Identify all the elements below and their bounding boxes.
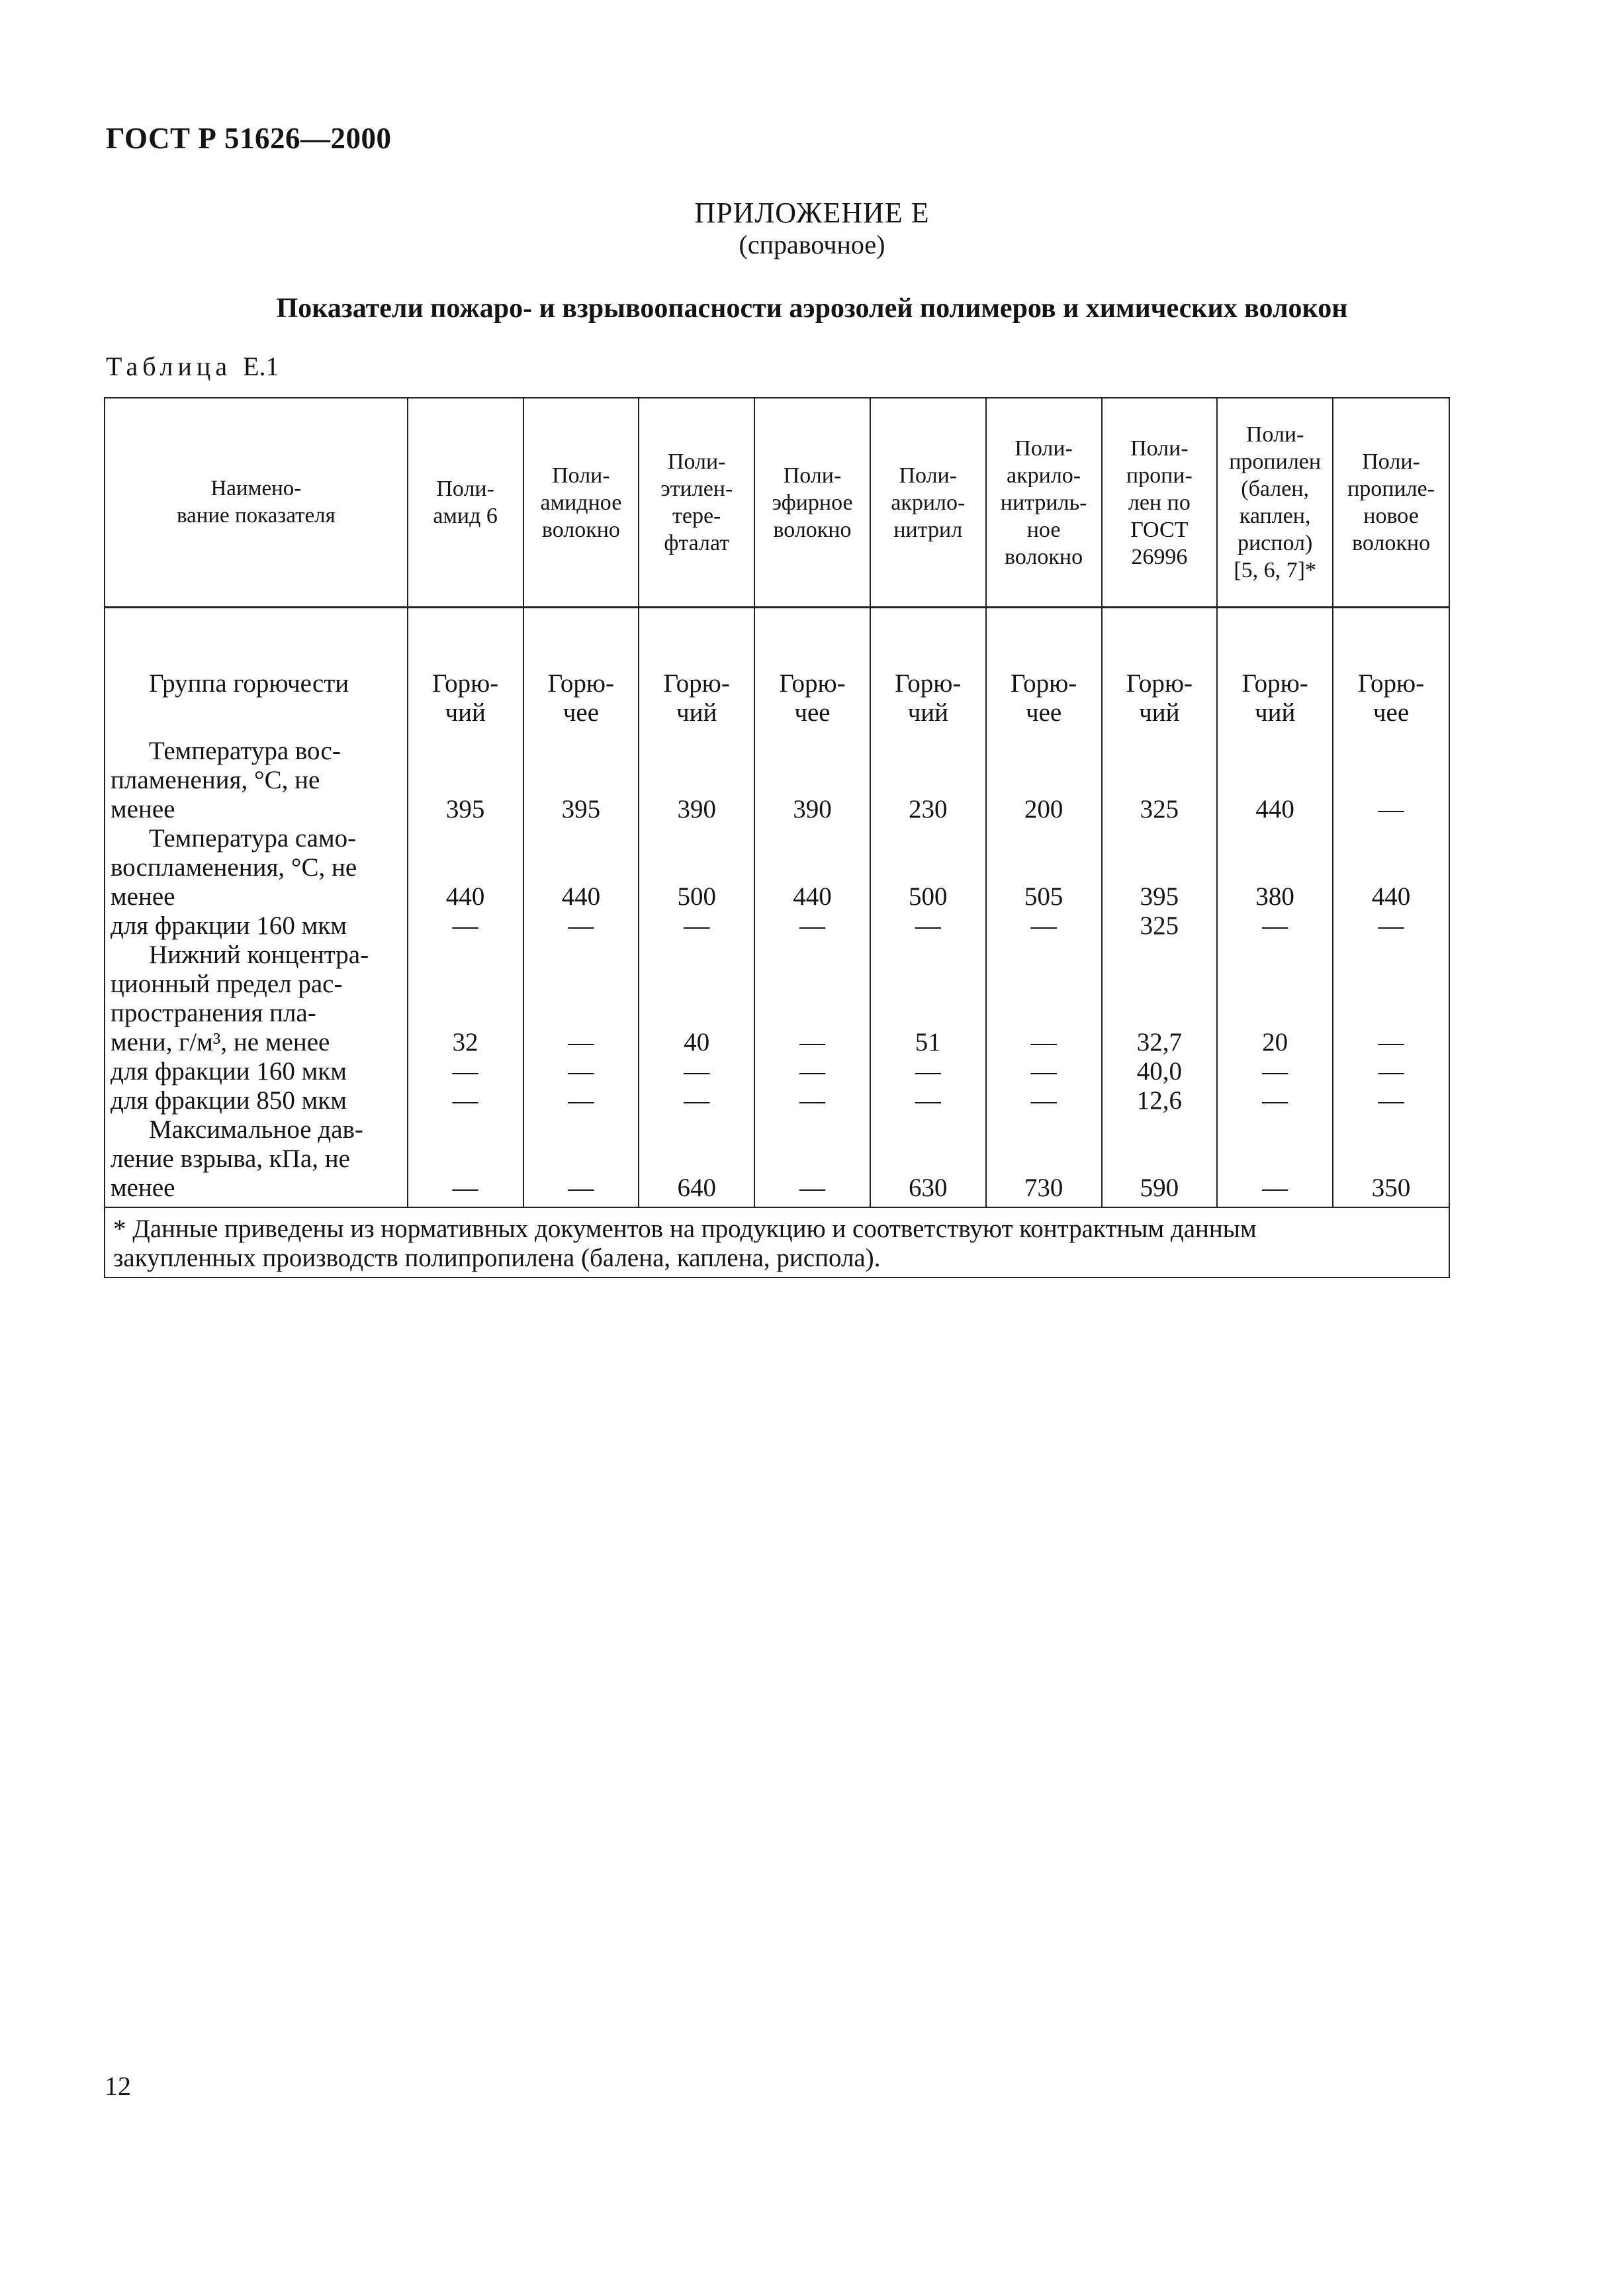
value-line: 325	[1140, 795, 1179, 823]
value-line: —	[452, 1174, 478, 1202]
value-line: —	[799, 1028, 825, 1056]
spacer	[639, 1115, 754, 1144]
value-cell	[986, 608, 1102, 737]
value-line: —	[452, 911, 478, 940]
spacer	[1218, 737, 1332, 766]
value-line: Горю-	[663, 669, 730, 698]
data-table	[104, 397, 1450, 1278]
value-line: 590	[1140, 1174, 1179, 1202]
spacer	[639, 737, 754, 766]
value-line: чее	[794, 698, 831, 727]
spacer	[1103, 1115, 1217, 1144]
spacer	[639, 941, 754, 970]
document-title: Показатели пожаро- и взрывоопасности аэрозолей полимеров и химических волокон	[276, 293, 1348, 324]
spacer	[755, 1144, 870, 1174]
value-cell	[1333, 608, 1449, 737]
spacer	[871, 824, 985, 853]
value-line: 440	[561, 882, 601, 911]
column-header-line: Поли-	[1130, 436, 1189, 461]
spacer	[1333, 941, 1449, 970]
column-header	[986, 398, 1102, 608]
spacer	[408, 999, 523, 1028]
spacer	[639, 999, 754, 1028]
appendix-subtitle: (справочное)	[739, 230, 885, 259]
spacer	[871, 1115, 985, 1144]
value-line: —	[1030, 1028, 1057, 1056]
value-cell	[1333, 1115, 1449, 1207]
spacer	[408, 766, 523, 795]
value-cell	[986, 941, 1102, 1115]
value-cell	[1102, 824, 1218, 941]
value-line: чий	[676, 698, 717, 727]
row-label-line: для фракции 850 мкм	[111, 1086, 347, 1115]
table-row	[105, 941, 1449, 1115]
value-line: Горю-	[895, 669, 962, 698]
spacer	[639, 970, 754, 999]
spacer	[1103, 999, 1217, 1028]
spacer	[639, 1144, 754, 1174]
spacer	[524, 766, 639, 795]
value-line: 395	[1140, 882, 1179, 911]
column-header-line: волокно	[541, 517, 620, 542]
value-cell	[408, 737, 523, 824]
column-header-line: тере-	[672, 504, 721, 528]
spacer	[871, 853, 985, 882]
row-label	[105, 737, 408, 824]
spacer	[1333, 999, 1449, 1028]
value-cell	[408, 1115, 523, 1207]
column-header-line: новое	[1363, 504, 1419, 528]
spacer	[639, 853, 754, 882]
row-label	[105, 608, 408, 737]
value-cell	[1333, 824, 1449, 941]
value-line: 390	[793, 795, 832, 823]
row-label-line: Группа горючести	[149, 669, 349, 698]
spacer	[524, 1115, 639, 1144]
value-line: 20	[1262, 1028, 1288, 1056]
value-cell	[1217, 737, 1333, 824]
row-label	[105, 1115, 408, 1207]
value-line: 51	[915, 1028, 941, 1056]
table-footer	[105, 1207, 1449, 1278]
column-header-line: Поли-	[552, 463, 610, 488]
spacer	[987, 766, 1101, 795]
value-line: чий	[1139, 698, 1180, 727]
value-line: 380	[1255, 882, 1294, 911]
value-cell	[870, 608, 986, 737]
table-label-word: Таблица	[106, 351, 232, 381]
row-label-line: для фракции 160 мкм	[111, 911, 347, 940]
value-line: —	[1378, 1086, 1404, 1115]
value-cell	[639, 941, 754, 1115]
spacer	[755, 999, 870, 1028]
value-line: 440	[1371, 882, 1411, 911]
spacer	[1333, 970, 1449, 999]
value-line: 40,0	[1136, 1057, 1182, 1086]
footnote-line: * Данные приведены из нормативных документов на продукцию и соответствуют контрактным данным	[113, 1215, 1257, 1243]
spacer	[408, 1115, 523, 1144]
value-line: Горю-	[779, 669, 846, 698]
value-line: чее	[563, 698, 600, 727]
column-header-line: волокно	[1352, 531, 1431, 555]
value-line: 630	[909, 1174, 948, 1202]
spacer	[524, 737, 639, 766]
value-line: 395	[561, 795, 601, 823]
spacer	[987, 1115, 1101, 1144]
value-cell	[639, 1115, 754, 1207]
footnote-row	[105, 1207, 1449, 1278]
value-line: чий	[907, 698, 948, 727]
spacer	[524, 1144, 639, 1174]
spacer	[987, 853, 1101, 882]
spacer	[755, 824, 870, 853]
spacer	[755, 941, 870, 970]
table-body	[105, 608, 1449, 1208]
column-header-line: этилен-	[660, 477, 733, 501]
column-header	[1333, 398, 1449, 608]
column-header-line: (бален,	[1241, 477, 1310, 501]
spacer	[1103, 941, 1217, 970]
value-line: Горю-	[1126, 669, 1193, 698]
column-header-line: амид 6	[433, 504, 498, 528]
value-line: —	[568, 1174, 594, 1202]
table-label	[106, 351, 279, 382]
value-cell	[523, 824, 639, 941]
value-line: —	[799, 1086, 825, 1115]
spacer	[1103, 737, 1217, 766]
spacer	[524, 824, 639, 853]
row-label-line: Температура само-	[149, 824, 357, 853]
spacer	[755, 737, 870, 766]
value-cell	[986, 737, 1102, 824]
value-line: —	[1030, 1057, 1057, 1086]
spacer	[408, 1144, 523, 1174]
footnote	[105, 1207, 1449, 1278]
spacer	[871, 941, 985, 970]
value-cell	[523, 608, 639, 737]
column-header-line: Поли-	[1245, 422, 1304, 447]
column-header	[408, 398, 523, 608]
spacer	[524, 941, 639, 970]
value-cell	[523, 941, 639, 1115]
row-label-line: менее	[111, 882, 175, 911]
column-header-line: лен по	[1128, 490, 1191, 515]
spacer	[871, 1144, 985, 1174]
value-cell	[754, 737, 870, 824]
value-line: чее	[1373, 698, 1410, 727]
value-cell	[1102, 608, 1218, 737]
value-line: Горю-	[432, 669, 499, 698]
appendix-title: ПРИЛОЖЕНИЕ Е	[694, 197, 930, 229]
row-label-line: пространения пла-	[111, 999, 316, 1027]
value-line: —	[799, 1057, 825, 1086]
spacer	[1103, 824, 1217, 853]
spacer	[987, 970, 1101, 999]
column-header-line: волокно	[773, 517, 852, 542]
spacer	[1103, 970, 1217, 999]
column-header-line: [5, 6, 7]*	[1234, 558, 1316, 582]
standard-code: ГОСТ Р 51626—2000	[106, 122, 392, 155]
value-line: —	[1378, 795, 1404, 823]
value-line: —	[1378, 1028, 1404, 1056]
value-line: чее	[1025, 698, 1062, 727]
value-line: Горю-	[1357, 669, 1425, 698]
column-header	[754, 398, 870, 608]
spacer	[755, 970, 870, 999]
value-cell	[870, 941, 986, 1115]
value-line: —	[1262, 911, 1288, 940]
row-label	[105, 941, 408, 1115]
row-label-line: Нижний концентра-	[149, 941, 369, 969]
value-line: 12,6	[1136, 1086, 1182, 1115]
value-cell	[1102, 941, 1218, 1115]
value-cell	[1333, 941, 1449, 1115]
column-header-line: Наимено-	[210, 477, 302, 500]
spacer	[639, 766, 754, 795]
spacer	[408, 824, 523, 853]
spacer	[1218, 1115, 1332, 1144]
value-line: —	[799, 1174, 825, 1202]
value-line: 440	[445, 882, 485, 911]
row-label-line: воспламенения, °С, не	[111, 853, 357, 882]
spacer	[1103, 853, 1217, 882]
value-cell	[408, 608, 523, 737]
spacer	[408, 941, 523, 970]
value-cell	[408, 941, 523, 1115]
value-line: 640	[677, 1174, 716, 1202]
spacer	[755, 1115, 870, 1144]
column-header-line: волокно	[1005, 544, 1083, 569]
value-line: —	[915, 911, 941, 940]
column-header-line: нитриль-	[1000, 490, 1087, 515]
value-line: —	[1030, 1086, 1057, 1115]
spacer	[524, 970, 639, 999]
table-row	[105, 608, 1449, 737]
row-label-line: Максимальное дав-	[149, 1115, 363, 1144]
spacer	[1103, 766, 1217, 795]
spacer	[524, 853, 639, 882]
spacer	[1218, 824, 1332, 853]
spacer	[871, 970, 985, 999]
column-header	[639, 398, 754, 608]
value-cell	[523, 737, 639, 824]
value-line: 325	[1140, 911, 1179, 940]
spacer	[1333, 824, 1449, 853]
row-label-line: менее	[111, 1174, 175, 1202]
value-cell	[754, 941, 870, 1115]
value-line: 350	[1371, 1174, 1411, 1202]
spacer	[639, 824, 754, 853]
value-cell	[639, 608, 754, 737]
value-line: 32,7	[1136, 1028, 1182, 1056]
row-label-line: ление взрыва, кПа, не	[111, 1144, 350, 1173]
row-label-line: ционный предел рас-	[111, 970, 343, 998]
value-line: —	[568, 911, 594, 940]
column-header-line: эфирное	[772, 490, 853, 515]
table-label-id: Е.1	[243, 351, 279, 381]
spacer	[1103, 1144, 1217, 1174]
spacer	[871, 999, 985, 1028]
value-line: —	[568, 1057, 594, 1086]
value-line: 40	[684, 1028, 710, 1056]
value-line: чий	[1254, 698, 1296, 727]
spacer	[987, 1144, 1101, 1174]
value-line: 500	[909, 882, 948, 911]
value-line: —	[1030, 911, 1057, 940]
value-cell	[1102, 737, 1218, 824]
value-cell	[870, 1115, 986, 1207]
column-header-line: нитрил	[893, 517, 963, 542]
spacer	[1218, 941, 1332, 970]
table-header	[105, 398, 1449, 608]
value-line: 395	[445, 795, 485, 823]
spacer	[1218, 1144, 1332, 1174]
column-header-line: Поли-	[783, 463, 842, 488]
value-cell	[1217, 941, 1333, 1115]
spacer	[871, 737, 985, 766]
spacer	[987, 999, 1101, 1028]
value-cell	[870, 737, 986, 824]
value-line: —	[568, 1028, 594, 1056]
value-cell	[523, 1115, 639, 1207]
row-label-line: пламенения, °С, не	[111, 766, 320, 794]
spacer	[987, 824, 1101, 853]
column-header-line: Поли-	[1015, 436, 1073, 461]
value-cell	[639, 737, 754, 824]
value-line: 200	[1024, 795, 1063, 823]
value-line: —	[684, 1086, 710, 1115]
column-header	[870, 398, 986, 608]
value-line: 730	[1024, 1174, 1063, 1202]
column-header-line: Поли-	[667, 449, 726, 474]
value-cell	[754, 824, 870, 941]
spacer	[1218, 970, 1332, 999]
spacer	[1333, 766, 1449, 795]
spacer	[1333, 853, 1449, 882]
column-header-line: риспол)	[1237, 531, 1313, 555]
spacer	[408, 853, 523, 882]
spacer	[987, 941, 1101, 970]
value-cell	[986, 824, 1102, 941]
header-row	[105, 398, 1449, 608]
value-line: 390	[677, 795, 716, 823]
value-line: —	[799, 911, 825, 940]
value-cell	[870, 824, 986, 941]
value-cell	[639, 824, 754, 941]
row-label-line: для фракции 160 мкм	[111, 1057, 347, 1086]
value-line: Горю-	[1010, 669, 1077, 698]
column-header-line: 26996	[1131, 544, 1188, 569]
value-line: 230	[909, 795, 948, 823]
spacer	[755, 853, 870, 882]
value-line: —	[915, 1057, 941, 1086]
page-number: 12	[105, 2071, 131, 2101]
row-label-line: мени, г/м³, не менее	[111, 1028, 330, 1056]
value-line: —	[684, 1057, 710, 1086]
table-row	[105, 1115, 1449, 1207]
row-label-line: Температура вос-	[149, 737, 341, 765]
row-label	[105, 824, 408, 941]
value-line: —	[1262, 1086, 1288, 1115]
value-cell	[754, 1115, 870, 1207]
column-header	[523, 398, 639, 608]
spacer	[408, 737, 523, 766]
value-line: Горю-	[547, 669, 615, 698]
column-header-line: пропиле-	[1347, 477, 1435, 501]
value-cell	[1217, 824, 1333, 941]
value-line: 440	[1255, 795, 1294, 823]
value-line: 440	[793, 882, 832, 911]
table-row	[105, 824, 1449, 941]
column-header-line: ГОСТ	[1130, 517, 1189, 542]
value-line: —	[452, 1057, 478, 1086]
spacer	[1333, 737, 1449, 766]
column-header	[1217, 398, 1333, 608]
value-cell	[1102, 1115, 1218, 1207]
spacer	[408, 970, 523, 999]
value-line: —	[1262, 1174, 1288, 1202]
column-header-line: фталат	[664, 531, 730, 555]
spacer	[524, 999, 639, 1028]
column-header-line: амидное	[540, 490, 622, 515]
value-line: 32	[452, 1028, 478, 1056]
spacer	[1218, 853, 1332, 882]
value-line: —	[568, 1086, 594, 1115]
column-header-line: акрило-	[1007, 463, 1081, 488]
value-line: —	[1378, 1057, 1404, 1086]
value-line: чий	[445, 698, 486, 727]
spacer	[1333, 1144, 1449, 1174]
value-cell	[1217, 608, 1333, 737]
column-header-line: вание показателя	[176, 504, 336, 528]
value-line: —	[1262, 1057, 1288, 1086]
value-line: —	[684, 911, 710, 940]
footnote-line: закупленных производств полипропилена (балена, каплена, риспола).	[113, 1244, 881, 1272]
value-line: —	[1378, 911, 1404, 940]
column-header-line: пропилен	[1229, 449, 1322, 474]
column-header-line: пропи-	[1126, 463, 1193, 488]
spacer	[987, 737, 1101, 766]
row-label-line: менее	[111, 795, 175, 823]
column-header-line: каплен,	[1239, 504, 1311, 528]
value-line: 505	[1024, 882, 1063, 911]
value-line: —	[915, 1086, 941, 1115]
value-line: —	[452, 1086, 478, 1115]
value-cell	[986, 1115, 1102, 1207]
spacer	[1218, 999, 1332, 1028]
value-cell	[1333, 737, 1449, 824]
value-line: Горю-	[1241, 669, 1308, 698]
column-header-line: Поли-	[1362, 449, 1420, 474]
column-header-line: Поли-	[899, 463, 958, 488]
value-cell	[1217, 1115, 1333, 1207]
spacer	[755, 766, 870, 795]
table-row	[105, 737, 1449, 824]
column-header-name	[105, 398, 408, 608]
column-header	[1102, 398, 1218, 608]
value-cell	[754, 608, 870, 737]
value-line: 500	[677, 882, 716, 911]
spacer	[871, 766, 985, 795]
value-cell	[408, 824, 523, 941]
spacer	[1333, 1115, 1449, 1144]
column-header-line: акрило-	[891, 490, 966, 515]
column-header-line: ное	[1026, 517, 1061, 542]
spacer	[1218, 766, 1332, 795]
column-header-line: Поли-	[436, 477, 494, 501]
